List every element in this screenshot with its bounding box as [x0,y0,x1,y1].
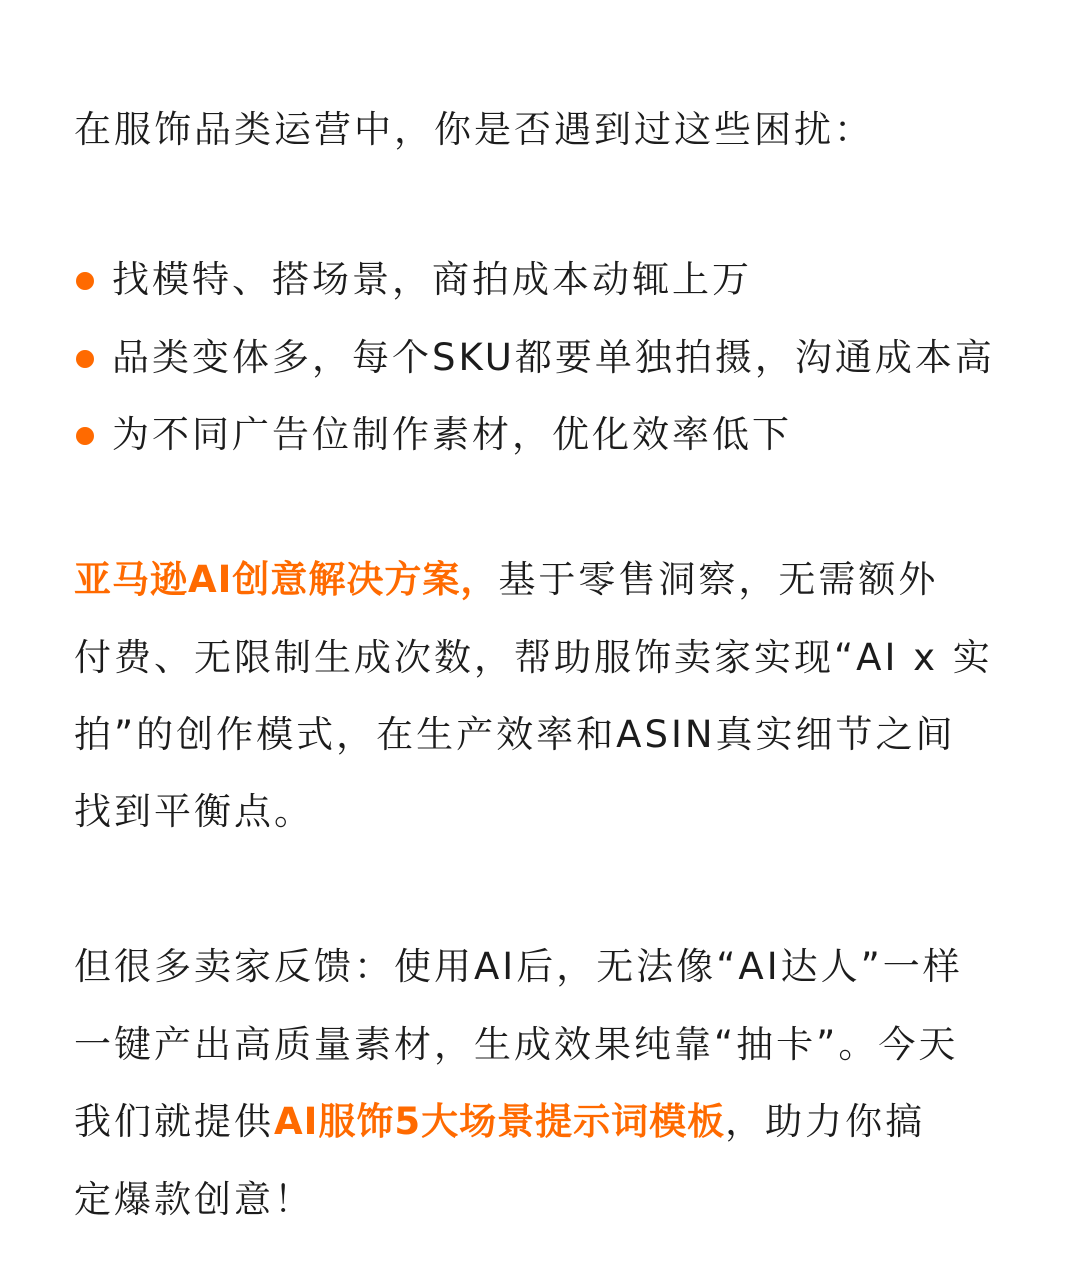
feedback-line-3-post: ，助力你搞 [725,1100,926,1143]
feedback-line-1: 但很多卖家反馈：使用AI后，无法像“AI达人”一样 [74,945,963,988]
feedback-line-4: 定爆款创意！ [74,1178,314,1221]
pain-point-text: 为不同广告位制作素材，优化效率低下 [112,413,792,456]
pain-point-text: 品类变体多，每个SKU都要单独拍摄，沟通成本高 [112,336,995,379]
bullet-dot-icon [76,427,94,445]
pain-point-item [74,411,1014,459]
feedback-line-2: 一键产出高质量素材，生成效果纯靠“抽卡”。今天 [74,1023,959,1066]
solution-line-3: 拍”的创作模式，在生产效率和ASIN真实细节之间 [74,713,956,756]
solution-line-1 [74,556,1014,604]
solution-line-2: 付费、无限制生成次数，帮助服饰卖家实现“AI x 实 [74,636,993,679]
pain-point-text: 找模特、搭场景，商拍成本动辄上万 [112,258,752,301]
feedback-line-3 [74,1098,1014,1146]
bullet-dot-icon [76,272,94,290]
feedback-line-3-pre: 我们就提供 [74,1100,274,1143]
intro-text: 在服饰品类运营中，你是否遇到过这些困扰： [74,108,874,151]
pain-point-item [74,334,1014,382]
pain-point-item [74,256,1014,304]
solution-line-4: 找到平衡点。 [74,790,314,833]
solution-highlight: 亚马逊AI创意解决方案， [74,558,499,601]
template-highlight: AI服饰5大场景提示词模板 [274,1100,726,1143]
bullet-dot-icon [76,350,94,368]
solution-line-1-rest: 基于零售洞察，无需额外 [498,558,939,601]
